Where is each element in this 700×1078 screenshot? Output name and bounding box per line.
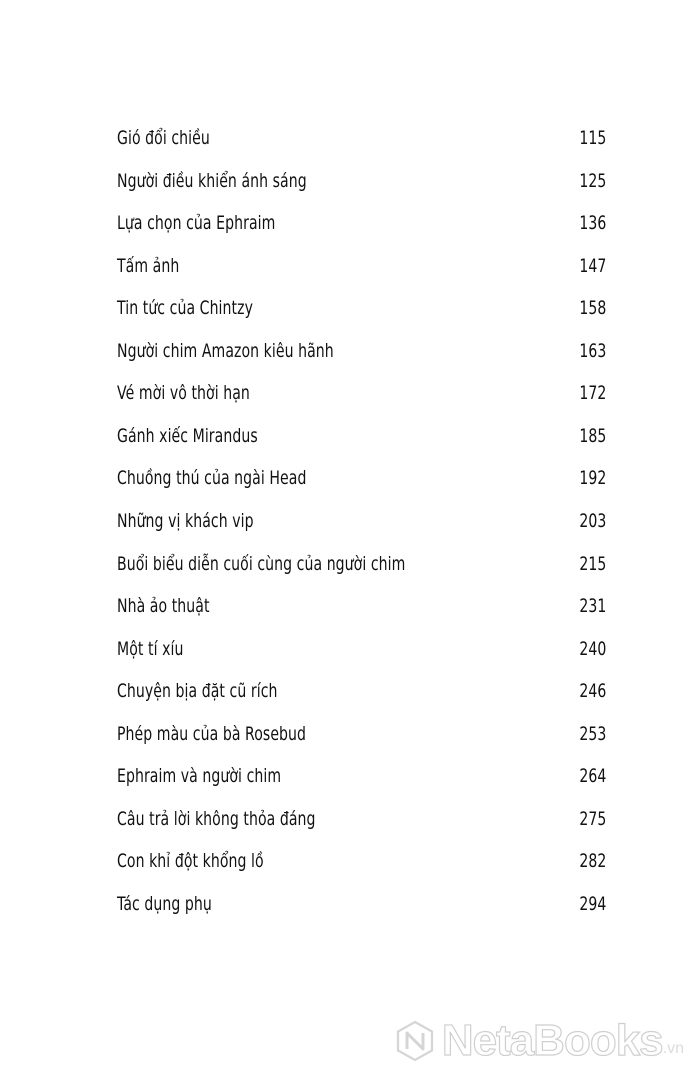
- toc-entry: [117, 634, 606, 664]
- toc-entry: [117, 591, 606, 621]
- toc-entry-page: 203: [579, 510, 606, 532]
- toc-entry: [117, 463, 606, 493]
- toc-entry-page: 115: [579, 127, 606, 149]
- toc-entry-title: Vé mời vô thời hạn: [117, 382, 250, 404]
- toc-entry-page: 246: [579, 680, 606, 702]
- toc-entry: [117, 761, 606, 791]
- toc-entry-page: 231: [579, 595, 606, 617]
- toc-entry-title: Tác dụng phụ: [117, 893, 212, 915]
- toc-entry: [117, 208, 606, 238]
- toc-entry-page: 282: [579, 850, 606, 872]
- toc-entry: [117, 336, 606, 366]
- toc-entry: [117, 846, 606, 876]
- toc-entry-page: 136: [579, 212, 606, 234]
- watermark-suffix: .vn: [662, 1040, 684, 1057]
- toc-entry-title: Tin tức của Chintzy: [117, 297, 253, 319]
- toc-entry-page: 147: [579, 255, 606, 277]
- toc-entry-page: 163: [579, 340, 606, 362]
- toc-entry: [117, 293, 606, 323]
- toc-entry-title: Nhà ảo thuật: [117, 595, 210, 617]
- toc-entry: [117, 378, 606, 408]
- toc-entry-title: Những vị khách vip: [117, 510, 254, 532]
- watermark-brand: NetaBooks: [441, 1016, 663, 1065]
- toc-entry-page: 294: [579, 893, 606, 915]
- toc-entry-page: 185: [579, 425, 606, 447]
- toc-entry-title: Gió đổi chiều: [117, 127, 210, 149]
- toc-entry-page: 253: [579, 723, 606, 745]
- toc-entry-page: 172: [579, 382, 606, 404]
- toc-entry-page: 215: [579, 553, 606, 575]
- toc-entry-page: 125: [579, 170, 606, 192]
- toc-entry-title: Con khỉ đột khổng lồ: [117, 850, 264, 872]
- toc-entry-title: Buổi biểu diễn cuối cùng của người chim: [117, 553, 406, 575]
- toc-entry-page: 240: [579, 638, 606, 660]
- toc-entry-title: Lựa chọn của Ephraim: [117, 212, 276, 234]
- toc-entry: [117, 676, 606, 706]
- toc-entry-title: Phép màu của bà Rosebud: [117, 723, 307, 745]
- toc-entry-title: Người chim Amazon kiêu hãnh: [117, 340, 334, 362]
- toc-entry: [117, 123, 606, 153]
- toc-entry-page: 158: [579, 297, 606, 319]
- toc-entry-title: Người điều khiển ánh sáng: [117, 170, 307, 192]
- toc-entry-title: Câu trả lời không thỏa đáng: [117, 808, 316, 830]
- toc-entry-title: Chuyện bịa đặt cũ rích: [117, 680, 278, 702]
- toc-entry: [117, 506, 606, 536]
- toc-entry-page: 192: [579, 467, 606, 489]
- toc-entry-title: Ephraim và người chim: [117, 765, 282, 787]
- toc-entry: [117, 889, 606, 919]
- netabooks-logo-icon: [394, 1020, 436, 1062]
- toc-entry: [117, 719, 606, 749]
- toc-entry: [117, 166, 606, 196]
- toc-entry-page: 264: [579, 765, 606, 787]
- toc-entry-title: Tấm ảnh: [117, 255, 180, 277]
- toc-entry-title: Chuồng thú của ngài Head: [117, 467, 307, 489]
- toc-entry: [117, 421, 606, 451]
- toc-entry: [117, 251, 606, 281]
- toc-entry: [117, 549, 606, 579]
- toc-entry-title: Một tí xíu: [117, 638, 184, 660]
- toc-entry-page: 275: [579, 808, 606, 830]
- toc-entry-title: Gánh xiếc Mirandus: [117, 425, 258, 447]
- netabooks-watermark: [394, 1016, 684, 1066]
- toc-entry: [117, 804, 606, 834]
